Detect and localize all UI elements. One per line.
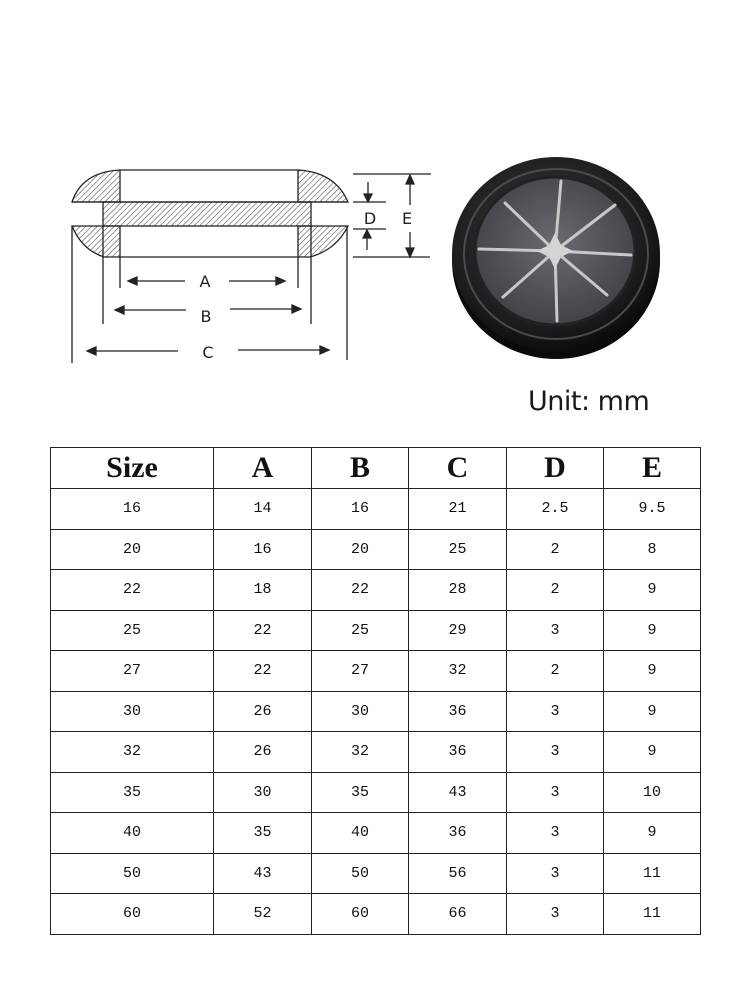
cell-size: 20	[51, 529, 214, 570]
cell-a: 26	[214, 732, 312, 773]
cell-d: 2	[507, 570, 604, 611]
cell-a: 14	[214, 489, 312, 530]
table-row	[51, 610, 701, 651]
cell-a: 26	[214, 691, 312, 732]
table-row	[51, 651, 701, 692]
cell-e: 9	[604, 732, 701, 773]
cell-a: 22	[214, 610, 312, 651]
dim-label-e: E	[401, 209, 413, 228]
table-row	[51, 529, 701, 570]
cell-size: 22	[51, 570, 214, 611]
cell-d: 2	[507, 529, 604, 570]
table-row	[51, 489, 701, 530]
cell-c: 25	[409, 529, 507, 570]
cell-size: 50	[51, 853, 214, 894]
cell-b: 60	[312, 894, 409, 935]
cell-e: 9	[604, 691, 701, 732]
dim-label-d: D	[363, 209, 377, 228]
cell-a: 52	[214, 894, 312, 935]
rubber-grommet-photo	[445, 145, 667, 367]
header-size: Size	[51, 448, 214, 489]
cell-e: 9	[604, 610, 701, 651]
header-e: E	[604, 448, 701, 489]
cell-size: 25	[51, 610, 214, 651]
cell-e: 9	[604, 570, 701, 611]
cell-d: 2.5	[507, 489, 604, 530]
cell-e: 11	[604, 894, 701, 935]
table-row	[51, 732, 701, 773]
cell-b: 22	[312, 570, 409, 611]
cell-c: 36	[409, 813, 507, 854]
cell-b: 20	[312, 529, 409, 570]
table-row	[51, 813, 701, 854]
cell-c: 28	[409, 570, 507, 611]
cell-e: 10	[604, 772, 701, 813]
cell-c: 21	[409, 489, 507, 530]
cell-b: 50	[312, 853, 409, 894]
cell-e: 9.5	[604, 489, 701, 530]
table-header-row	[51, 448, 701, 489]
cell-size: 40	[51, 813, 214, 854]
cell-c: 36	[409, 732, 507, 773]
cell-size: 30	[51, 691, 214, 732]
cell-size: 32	[51, 732, 214, 773]
cell-a: 35	[214, 813, 312, 854]
cell-e: 9	[604, 651, 701, 692]
cell-d: 3	[507, 894, 604, 935]
cell-c: 56	[409, 853, 507, 894]
dim-label-c: C	[202, 343, 214, 362]
table-row	[51, 894, 701, 935]
cell-e: 9	[604, 813, 701, 854]
cell-d: 3	[507, 691, 604, 732]
cell-b: 25	[312, 610, 409, 651]
cell-d: 3	[507, 772, 604, 813]
dim-label-b: B	[200, 307, 212, 326]
cell-b: 40	[312, 813, 409, 854]
cell-c: 43	[409, 772, 507, 813]
cell-b: 27	[312, 651, 409, 692]
cell-d: 3	[507, 732, 604, 773]
cell-e: 8	[604, 529, 701, 570]
cell-c: 66	[409, 894, 507, 935]
size-spec-table	[50, 447, 701, 935]
cell-c: 36	[409, 691, 507, 732]
cell-a: 16	[214, 529, 312, 570]
cell-e: 11	[604, 853, 701, 894]
cell-b: 30	[312, 691, 409, 732]
cell-a: 22	[214, 651, 312, 692]
cell-size: 60	[51, 894, 214, 935]
table-row	[51, 691, 701, 732]
table-row	[51, 570, 701, 611]
table-row	[51, 853, 701, 894]
header-a: A	[214, 448, 312, 489]
cell-d: 2	[507, 651, 604, 692]
cell-size: 35	[51, 772, 214, 813]
cell-a: 18	[214, 570, 312, 611]
cell-d: 3	[507, 610, 604, 651]
cell-a: 30	[214, 772, 312, 813]
cell-b: 35	[312, 772, 409, 813]
cell-c: 29	[409, 610, 507, 651]
cell-a: 43	[214, 853, 312, 894]
cell-b: 32	[312, 732, 409, 773]
cell-c: 32	[409, 651, 507, 692]
header-d: D	[507, 448, 604, 489]
grommet-dimension-diagram	[60, 150, 450, 380]
dim-label-a: A	[199, 272, 211, 291]
cell-d: 3	[507, 853, 604, 894]
header-c: C	[409, 448, 507, 489]
cell-d: 3	[507, 813, 604, 854]
table-row	[51, 772, 701, 813]
unit-label: Unit: mm	[528, 386, 650, 417]
cell-size: 27	[51, 651, 214, 692]
cell-b: 16	[312, 489, 409, 530]
header-b: B	[312, 448, 409, 489]
cell-size: 16	[51, 489, 214, 530]
